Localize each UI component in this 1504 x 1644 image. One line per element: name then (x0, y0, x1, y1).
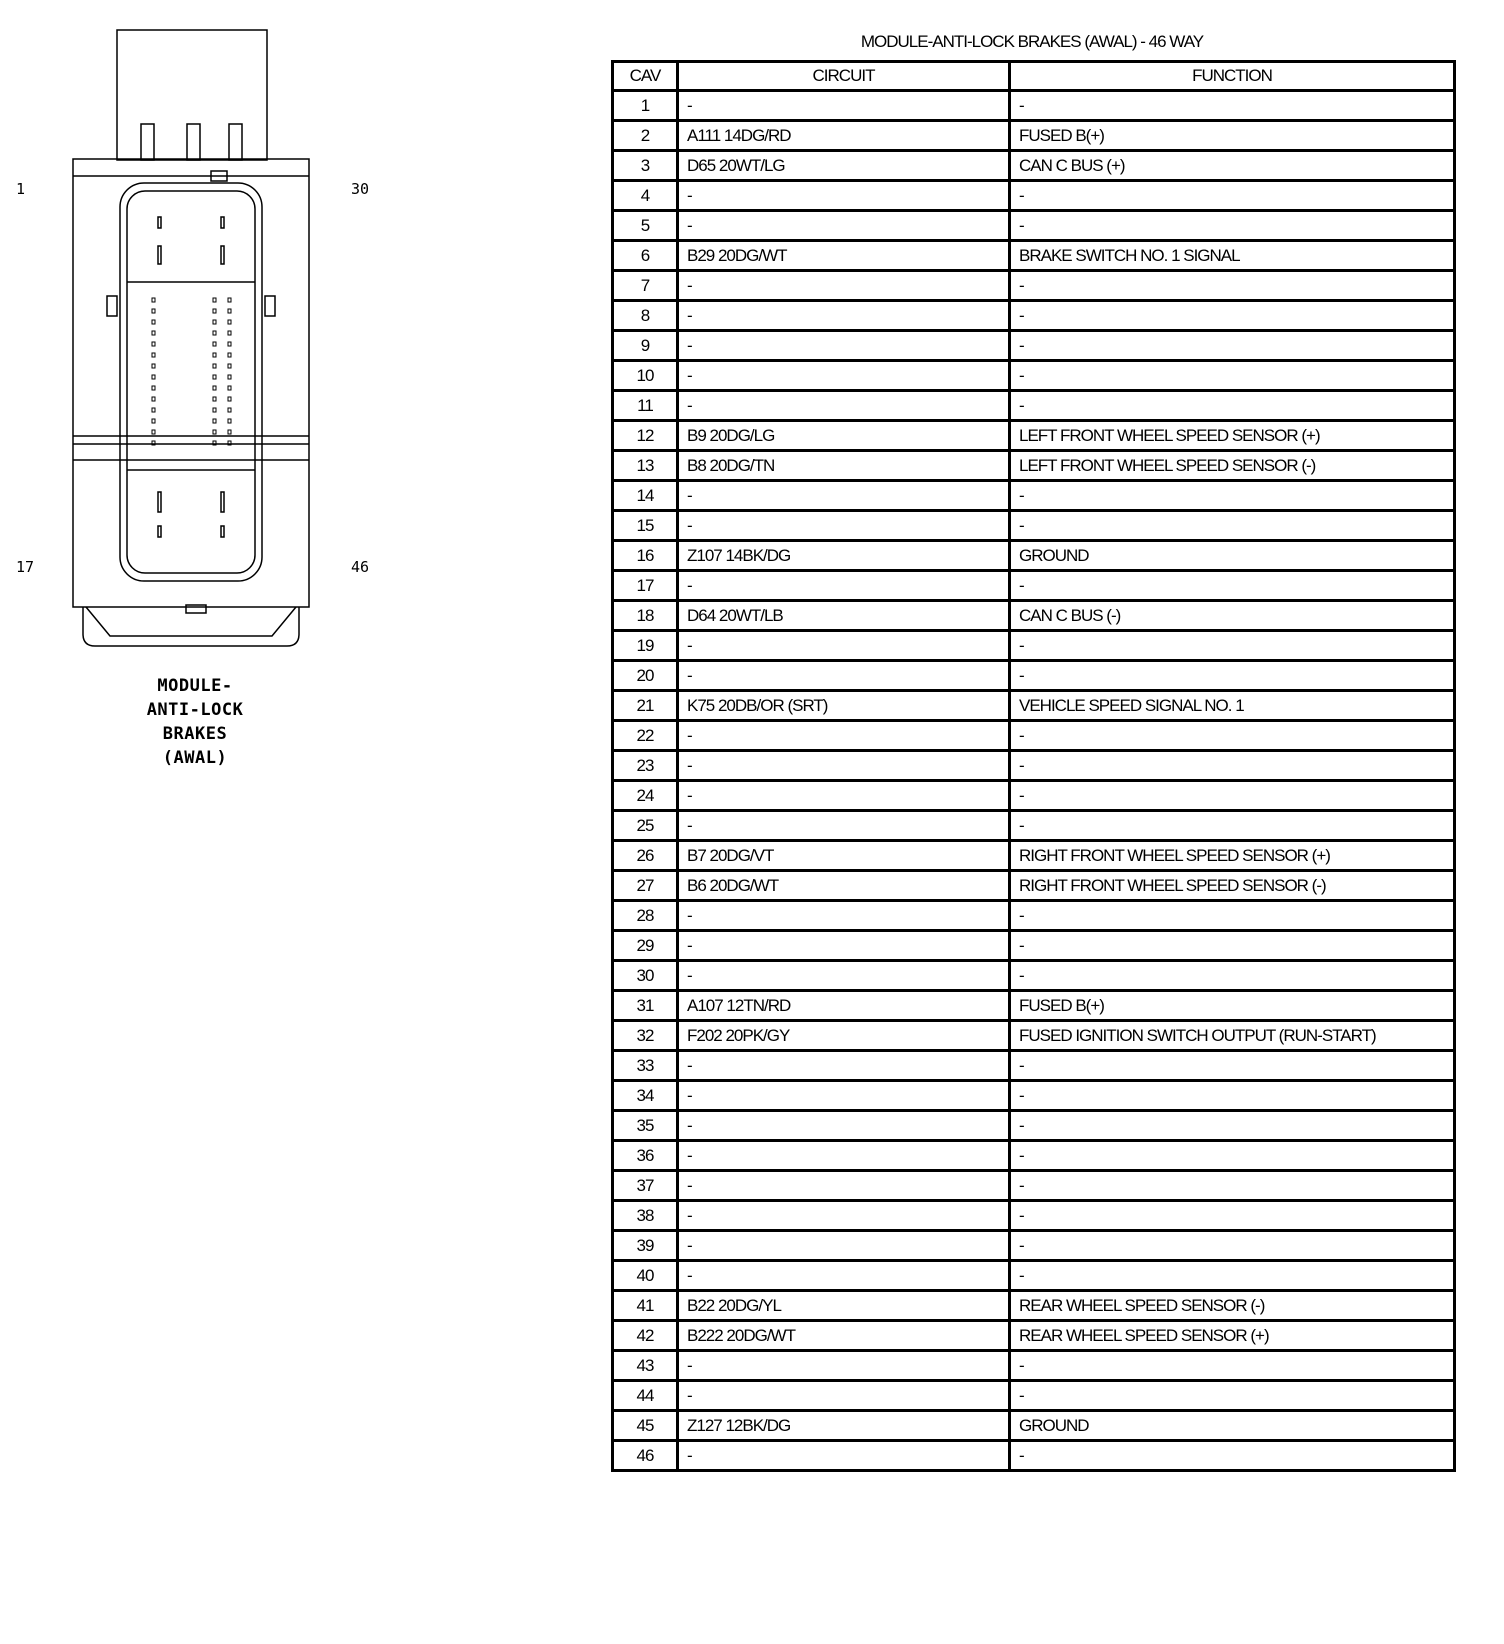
signal-pin (213, 419, 216, 423)
signal-pin (152, 342, 155, 346)
function-cell: - (1010, 361, 1455, 391)
cav-cell: 15 (613, 511, 678, 541)
function-cell: FUSED IGNITION SWITCH OUTPUT (RUN-START) (1010, 1021, 1455, 1051)
circuit-cell: - (678, 1051, 1010, 1081)
cav-cell: 32 (613, 1021, 678, 1051)
table-row (613, 361, 1455, 391)
cav-cell: 4 (613, 181, 678, 211)
circuit-cell: B7 20DG/VT (678, 841, 1010, 871)
table-row (613, 1291, 1455, 1321)
signal-pin (228, 320, 231, 324)
connector-top-housing (117, 30, 267, 160)
circuit-cell: F202 20PK/GY (678, 1021, 1010, 1051)
circuit-cell: - (678, 301, 1010, 331)
pin-cavity-shroud (120, 183, 262, 581)
circuit-cell: A107 12TN/RD (678, 991, 1010, 1021)
cav-cell: 37 (613, 1171, 678, 1201)
header-function: FUNCTION (1010, 62, 1455, 91)
circuit-cell: - (678, 781, 1010, 811)
signal-pin (213, 342, 216, 346)
circuit-cell: B222 20DG/WT (678, 1321, 1010, 1351)
table-row (613, 1171, 1455, 1201)
circuit-cell: - (678, 1231, 1010, 1261)
caption-line: (AWAL) (162, 748, 228, 768)
signal-pin (213, 386, 216, 390)
cav-cell: 25 (613, 811, 678, 841)
pin-label-bottom-left: 17 (16, 558, 35, 576)
cav-cell: 24 (613, 781, 678, 811)
module-caption (110, 674, 280, 770)
circuit-cell: - (678, 1441, 1010, 1471)
signal-pin (213, 375, 216, 379)
function-cell: - (1010, 331, 1455, 361)
circuit-cell: - (678, 1261, 1010, 1291)
signal-pin (152, 298, 155, 302)
table-row (613, 1231, 1455, 1261)
circuit-cell: - (678, 1351, 1010, 1381)
table-row (613, 181, 1455, 211)
cav-cell: 29 (613, 931, 678, 961)
connector-body (73, 159, 309, 607)
cav-cell: 16 (613, 541, 678, 571)
table-row (613, 901, 1455, 931)
circuit-cell: B29 20DG/WT (678, 241, 1010, 271)
signal-pin (228, 342, 231, 346)
signal-pin (152, 430, 155, 434)
table-row (613, 1321, 1455, 1351)
cav-cell: 39 (613, 1231, 678, 1261)
circuit-cell: - (678, 661, 1010, 691)
table-row (613, 391, 1455, 421)
signal-pin (213, 298, 216, 302)
signal-pin (228, 408, 231, 412)
signal-pin (152, 386, 155, 390)
signal-pin (152, 364, 155, 368)
circuit-cell: - (678, 331, 1010, 361)
function-cell: VEHICLE SPEED SIGNAL NO. 1 (1010, 691, 1455, 721)
signal-pin (228, 309, 231, 313)
cav-cell: 3 (613, 151, 678, 181)
function-cell: REAR WHEEL SPEED SENSOR (-) (1010, 1291, 1455, 1321)
function-cell: - (1010, 901, 1455, 931)
circuit-cell: - (678, 211, 1010, 241)
table-row (613, 211, 1455, 241)
circuit-cell: - (678, 1381, 1010, 1411)
cav-cell: 35 (613, 1111, 678, 1141)
table-row (613, 721, 1455, 751)
function-cell: - (1010, 1231, 1455, 1261)
table-row (613, 541, 1455, 571)
table-row (613, 511, 1455, 541)
function-cell: GROUND (1010, 541, 1455, 571)
table-row (613, 1261, 1455, 1291)
signal-pin (152, 320, 155, 324)
signal-pin (213, 408, 216, 412)
circuit-cell: - (678, 1201, 1010, 1231)
cav-cell: 42 (613, 1321, 678, 1351)
cav-cell: 21 (613, 691, 678, 721)
cav-cell: 45 (613, 1411, 678, 1441)
pin-label-bottom-right: 46 (351, 558, 370, 576)
cav-cell: 23 (613, 751, 678, 781)
circuit-cell: B22 20DG/YL (678, 1291, 1010, 1321)
cav-cell: 38 (613, 1201, 678, 1231)
function-cell: - (1010, 391, 1455, 421)
table-row (613, 241, 1455, 271)
terminal-tab (229, 124, 242, 160)
cav-cell: 13 (613, 451, 678, 481)
cav-cell: 6 (613, 241, 678, 271)
function-cell: LEFT FRONT WHEEL SPEED SENSOR (-) (1010, 451, 1455, 481)
function-cell: - (1010, 511, 1455, 541)
signal-pin (228, 364, 231, 368)
cav-cell: 22 (613, 721, 678, 751)
cav-cell: 33 (613, 1051, 678, 1081)
function-cell: - (1010, 751, 1455, 781)
function-cell: - (1010, 301, 1455, 331)
function-cell: LEFT FRONT WHEEL SPEED SENSOR (+) (1010, 421, 1455, 451)
function-cell: - (1010, 1201, 1455, 1231)
table-row (613, 481, 1455, 511)
circuit-cell: Z127 12BK/DG (678, 1411, 1010, 1441)
function-cell: - (1010, 811, 1455, 841)
signal-pin (228, 298, 231, 302)
function-cell: RIGHT FRONT WHEEL SPEED SENSOR (+) (1010, 841, 1455, 871)
circuit-cell: - (678, 751, 1010, 781)
table-row (613, 91, 1455, 121)
function-cell: - (1010, 1171, 1455, 1201)
signal-pin (228, 375, 231, 379)
table-row (613, 571, 1455, 601)
table-row (613, 661, 1455, 691)
table-row (613, 781, 1455, 811)
function-cell: - (1010, 571, 1455, 601)
table-row (613, 451, 1455, 481)
signal-pin (213, 353, 216, 357)
table-row (613, 991, 1455, 1021)
table-row (613, 301, 1455, 331)
signal-pin (213, 309, 216, 313)
table-row (613, 271, 1455, 301)
function-cell: FUSED B(+) (1010, 121, 1455, 151)
function-cell: - (1010, 781, 1455, 811)
function-cell: - (1010, 961, 1455, 991)
cav-cell: 31 (613, 991, 678, 1021)
function-cell: - (1010, 661, 1455, 691)
table-row (613, 631, 1455, 661)
function-cell: - (1010, 721, 1455, 751)
table-row (613, 751, 1455, 781)
signal-pin (213, 430, 216, 434)
circuit-cell: - (678, 181, 1010, 211)
function-cell: - (1010, 1081, 1455, 1111)
table-row (613, 691, 1455, 721)
cav-cell: 9 (613, 331, 678, 361)
table-row (613, 601, 1455, 631)
cav-cell: 5 (613, 211, 678, 241)
header-cav: CAV (613, 62, 678, 91)
circuit-cell: - (678, 961, 1010, 991)
circuit-cell: - (678, 571, 1010, 601)
header-circuit: CIRCUIT (678, 62, 1010, 91)
circuit-cell: B6 20DG/WT (678, 871, 1010, 901)
circuit-cell: - (678, 931, 1010, 961)
caption-line: BRAKES (162, 724, 228, 744)
signal-pin (152, 397, 155, 401)
signal-pin (228, 331, 231, 335)
signal-pin (228, 353, 231, 357)
signal-pin (152, 419, 155, 423)
function-cell: - (1010, 931, 1455, 961)
signal-pin (152, 408, 155, 412)
function-cell: REAR WHEEL SPEED SENSOR (+) (1010, 1321, 1455, 1351)
signal-pin (228, 386, 231, 390)
circuit-cell: - (678, 631, 1010, 661)
cav-cell: 17 (613, 571, 678, 601)
table-row (613, 1381, 1455, 1411)
function-cell: - (1010, 1261, 1455, 1291)
function-cell: - (1010, 1111, 1455, 1141)
cav-cell: 2 (613, 121, 678, 151)
signal-pin (152, 375, 155, 379)
circuit-cell: - (678, 901, 1010, 931)
function-cell: RIGHT FRONT WHEEL SPEED SENSOR (-) (1010, 871, 1455, 901)
signal-pin (228, 430, 231, 434)
cav-cell: 43 (613, 1351, 678, 1381)
function-cell: - (1010, 1381, 1455, 1411)
signal-pin (152, 353, 155, 357)
function-cell: - (1010, 1351, 1455, 1381)
circuit-cell: - (678, 391, 1010, 421)
circuit-cell: B9 20DG/LG (678, 421, 1010, 451)
cav-cell: 18 (613, 601, 678, 631)
circuit-cell: - (678, 511, 1010, 541)
signal-pin (228, 397, 231, 401)
signal-pin (213, 331, 216, 335)
function-cell: - (1010, 181, 1455, 211)
table-row (613, 1201, 1455, 1231)
circuit-cell: Z107 14BK/DG (678, 541, 1010, 571)
circuit-cell: A111 14DG/RD (678, 121, 1010, 151)
table-row (613, 931, 1455, 961)
function-cell: - (1010, 91, 1455, 121)
cav-cell: 7 (613, 271, 678, 301)
cav-cell: 20 (613, 661, 678, 691)
function-cell: - (1010, 1051, 1455, 1081)
pin-label-top-right: 30 (351, 180, 370, 198)
circuit-cell: - (678, 721, 1010, 751)
function-cell: - (1010, 631, 1455, 661)
table-row (613, 1441, 1455, 1471)
cav-cell: 12 (613, 421, 678, 451)
circuit-cell: - (678, 811, 1010, 841)
table-row (613, 421, 1455, 451)
circuit-cell: K75 20DB/OR (SRT) (678, 691, 1010, 721)
circuit-cell: D64 20WT/LB (678, 601, 1010, 631)
table-row (613, 961, 1455, 991)
function-cell: - (1010, 1141, 1455, 1171)
circuit-cell: - (678, 1111, 1010, 1141)
table-row (613, 1351, 1455, 1381)
caption-line: ANTI-LOCK (146, 700, 244, 720)
terminal-tab (141, 124, 154, 160)
cav-cell: 46 (613, 1441, 678, 1471)
table-row (613, 1081, 1455, 1111)
circuit-cell: D65 20WT/LG (678, 151, 1010, 181)
table-row (613, 121, 1455, 151)
pin-label-top-left: 1 (16, 180, 26, 198)
cav-cell: 8 (613, 301, 678, 331)
table-row (613, 1111, 1455, 1141)
table-row (613, 871, 1455, 901)
table-header-row (613, 62, 1455, 91)
cav-cell: 36 (613, 1141, 678, 1171)
table-row (613, 151, 1455, 181)
cav-cell: 41 (613, 1291, 678, 1321)
circuit-cell: - (678, 91, 1010, 121)
cav-cell: 1 (613, 91, 678, 121)
circuit-cell: - (678, 361, 1010, 391)
table-row (613, 811, 1455, 841)
function-cell: - (1010, 1441, 1455, 1471)
terminal-tab (187, 124, 200, 160)
circuit-cell: - (678, 1141, 1010, 1171)
cav-cell: 19 (613, 631, 678, 661)
cav-cell: 10 (613, 361, 678, 391)
function-cell: - (1010, 271, 1455, 301)
signal-pin (213, 397, 216, 401)
cav-cell: 40 (613, 1261, 678, 1291)
cav-cell: 44 (613, 1381, 678, 1411)
table-title: MODULE-ANTI-LOCK BRAKES (AWAL) - 46 WAY (860, 32, 1204, 51)
signal-pin (152, 331, 155, 335)
signal-pin (152, 309, 155, 313)
table-row (613, 1411, 1455, 1441)
table-row (613, 841, 1455, 871)
function-cell: CAN C BUS (+) (1010, 151, 1455, 181)
cav-cell: 30 (613, 961, 678, 991)
table-row (613, 1051, 1455, 1081)
circuit-cell: - (678, 1171, 1010, 1201)
table-row (613, 1141, 1455, 1171)
circuit-cell: - (678, 1081, 1010, 1111)
table-row (613, 331, 1455, 361)
cav-cell: 34 (613, 1081, 678, 1111)
table-row (613, 1021, 1455, 1051)
function-cell: BRAKE SWITCH NO. 1 SIGNAL (1010, 241, 1455, 271)
function-cell: - (1010, 211, 1455, 241)
function-cell: CAN C BUS (-) (1010, 601, 1455, 631)
cav-cell: 28 (613, 901, 678, 931)
function-cell: GROUND (1010, 1411, 1455, 1441)
circuit-cell: B8 20DG/TN (678, 451, 1010, 481)
circuit-cell: - (678, 481, 1010, 511)
cav-cell: 11 (613, 391, 678, 421)
function-cell: FUSED B(+) (1010, 991, 1455, 1021)
cav-cell: 14 (613, 481, 678, 511)
circuit-cell: - (678, 271, 1010, 301)
pinout-table (611, 60, 1456, 1472)
caption-line: MODULE- (157, 676, 233, 696)
cav-cell: 27 (613, 871, 678, 901)
signal-pin (213, 320, 216, 324)
signal-pin (213, 364, 216, 368)
signal-pin (228, 419, 231, 423)
function-cell: - (1010, 481, 1455, 511)
cav-cell: 26 (613, 841, 678, 871)
